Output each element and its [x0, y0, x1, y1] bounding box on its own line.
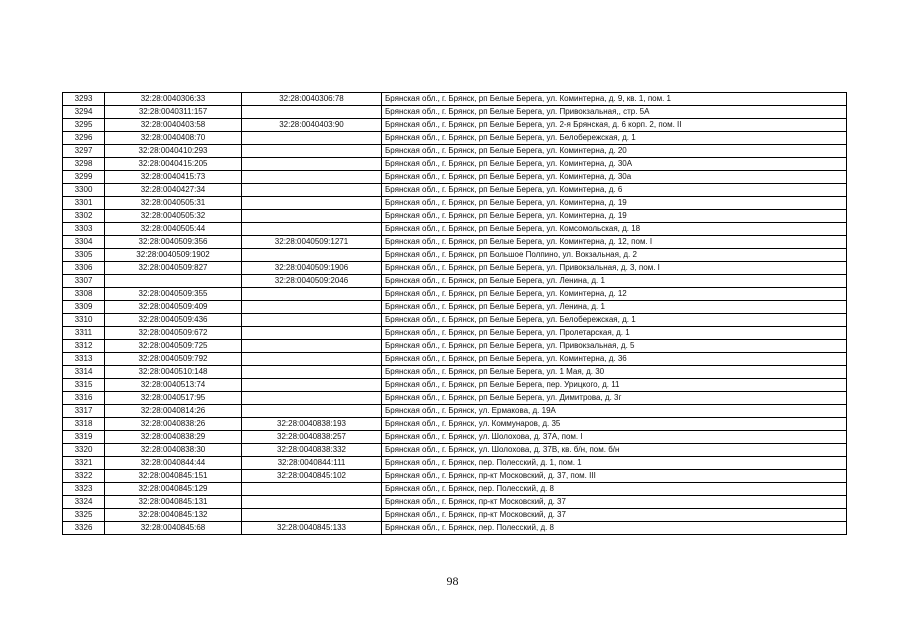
row-number-cell: 3311: [63, 327, 105, 340]
building-cadastral-number-cell: [242, 379, 382, 392]
building-cadastral-number-cell: [242, 405, 382, 418]
row-number-cell: 3295: [63, 119, 105, 132]
address-cell: Брянская обл., г. Брянск, пр-кт Московский, д. 37, пом. III: [382, 470, 847, 483]
building-cadastral-number-cell: [242, 145, 382, 158]
row-number-cell: 3305: [63, 249, 105, 262]
row-number-cell: 3293: [63, 93, 105, 106]
row-number-cell: 3302: [63, 210, 105, 223]
row-number-cell: 3316: [63, 392, 105, 405]
table-row: [63, 288, 847, 301]
table-row: [63, 210, 847, 223]
row-number-cell: 3326: [63, 522, 105, 535]
address-cell: Брянская обл., г. Брянск, рп Белые Берега, ул. Коминтерна, д. 36: [382, 353, 847, 366]
table-row: [63, 457, 847, 470]
cadastral-number-cell: 32:28:0040509:436: [105, 314, 242, 327]
table-row: [63, 158, 847, 171]
table-row: [63, 119, 847, 132]
address-cell: Брянская обл., г. Брянск, рп Большое Полпино, ул. Вокзальная, д. 2: [382, 249, 847, 262]
building-cadastral-number-cell: [242, 197, 382, 210]
building-cadastral-number-cell: [242, 184, 382, 197]
building-cadastral-number-cell: [242, 483, 382, 496]
building-cadastral-number-cell: [242, 509, 382, 522]
table-row: [63, 275, 847, 288]
cadastral-number-cell: 32:28:0040509:356: [105, 236, 242, 249]
row-number-cell: 3310: [63, 314, 105, 327]
row-number-cell: 3312: [63, 340, 105, 353]
cadastral-number-cell: 32:28:0040505:32: [105, 210, 242, 223]
building-cadastral-number-cell: 32:28:0040509:1271: [242, 236, 382, 249]
row-number-cell: 3307: [63, 275, 105, 288]
building-cadastral-number-cell: 32:28:0040845:133: [242, 522, 382, 535]
building-cadastral-number-cell: [242, 314, 382, 327]
table-row: [63, 197, 847, 210]
table-row: [63, 366, 847, 379]
building-cadastral-number-cell: [242, 496, 382, 509]
building-cadastral-number-cell: 32:28:0040838:193: [242, 418, 382, 431]
cadastral-number-cell: 32:28:0040505:44: [105, 223, 242, 236]
building-cadastral-number-cell: [242, 249, 382, 262]
building-cadastral-number-cell: [242, 288, 382, 301]
building-cadastral-number-cell: [242, 301, 382, 314]
cadastral-number-cell: 32:28:0040408:70: [105, 132, 242, 145]
address-cell: Брянская обл., г. Брянск, ул. Шолохова, д. 37А, пом. I: [382, 431, 847, 444]
cadastral-number-cell: 32:28:0040505:31: [105, 197, 242, 210]
address-cell: Брянская обл., г. Брянск, рп Белые Берега, ул. Коминтерна, д. 9, кв. 1, пом. 1: [382, 93, 847, 106]
building-cadastral-number-cell: 32:28:0040844:111: [242, 457, 382, 470]
table-row: [63, 236, 847, 249]
table-body: [63, 93, 847, 535]
row-number-cell: 3321: [63, 457, 105, 470]
address-cell: Брянская обл., г. Брянск, рп Белые Берега, ул. Привокзальная, д. 3, пом. I: [382, 262, 847, 275]
cadastral-number-cell: 32:28:0040427:34: [105, 184, 242, 197]
table-row: [63, 444, 847, 457]
table-row: [63, 470, 847, 483]
building-cadastral-number-cell: [242, 171, 382, 184]
table-row: [63, 249, 847, 262]
cadastral-number-cell: 32:28:0040415:73: [105, 171, 242, 184]
row-number-cell: 3322: [63, 470, 105, 483]
address-cell: Брянская обл., г. Брянск, рп Белые Берега, ул. Коминтерна, д. 19: [382, 197, 847, 210]
building-cadastral-number-cell: [242, 340, 382, 353]
table-row: [63, 262, 847, 275]
address-cell: Брянская обл., г. Брянск, рп Белые Берега, ул. Димитрова, д. 3г: [382, 392, 847, 405]
table-row: [63, 223, 847, 236]
address-cell: Брянская обл., г. Брянск, рп Белые Берега, ул. 1 Мая, д. 30: [382, 366, 847, 379]
row-number-cell: 3319: [63, 431, 105, 444]
table-row: [63, 93, 847, 106]
building-cadastral-number-cell: [242, 210, 382, 223]
building-cadastral-number-cell: 32:28:0040845:102: [242, 470, 382, 483]
address-cell: Брянская обл., г. Брянск, рп Белые Берега, ул. Коминтерна, д. 30а: [382, 171, 847, 184]
address-cell: Брянская обл., г. Брянск, ул. Шолохова, д. 37В, кв. б/н, пом. б/н: [382, 444, 847, 457]
building-cadastral-number-cell: 32:28:0040509:1906: [242, 262, 382, 275]
table-row: [63, 145, 847, 158]
address-cell: Брянская обл., г. Брянск, рп Белые Берега, ул. Коминтерна, д. 12: [382, 288, 847, 301]
cadastral-number-cell: 32:28:0040306:33: [105, 93, 242, 106]
building-cadastral-number-cell: [242, 106, 382, 119]
cadastral-number-cell: 32:28:0040838:26: [105, 418, 242, 431]
table-row: [63, 392, 847, 405]
address-cell: Брянская обл., г. Брянск, рп Белые Берега, пер. Урицкого, д. 11: [382, 379, 847, 392]
cadastral-number-cell: 32:28:0040509:355: [105, 288, 242, 301]
cadastral-number-cell: 32:28:0040403:58: [105, 119, 242, 132]
table-row: [63, 483, 847, 496]
address-cell: Брянская обл., г. Брянск, ул. Коммунаров, д. 35: [382, 418, 847, 431]
row-number-cell: 3304: [63, 236, 105, 249]
cadastral-number-cell: [105, 275, 242, 288]
building-cadastral-number-cell: 32:28:0040403:90: [242, 119, 382, 132]
building-cadastral-number-cell: 32:28:0040306:78: [242, 93, 382, 106]
page-number: 98: [446, 574, 459, 588]
building-cadastral-number-cell: [242, 158, 382, 171]
address-cell: Брянская обл., г. Брянск, рп Белые Берега, ул. Белобережская, д. 1: [382, 132, 847, 145]
address-cell: Брянская обл., г. Брянск, рп Белые Берега, ул. Коминтерна, д. 19: [382, 210, 847, 223]
cadastral-number-cell: 32:28:0040845:68: [105, 522, 242, 535]
row-number-cell: 3301: [63, 197, 105, 210]
cadastral-number-cell: 32:28:0040845:129: [105, 483, 242, 496]
table-row: [63, 171, 847, 184]
table-row: [63, 184, 847, 197]
row-number-cell: 3314: [63, 366, 105, 379]
address-cell: Брянская обл., г. Брянск, пер. Полесский, д. 8: [382, 483, 847, 496]
address-cell: Брянская обл., г. Брянск, рп Белые Берега, ул. Привокзальная, д. 5: [382, 340, 847, 353]
row-number-cell: 3309: [63, 301, 105, 314]
address-cell: Брянская обл., г. Брянск, рп Белые Берега, ул. Пролетарская, д. 1: [382, 327, 847, 340]
row-number-cell: 3294: [63, 106, 105, 119]
building-cadastral-number-cell: [242, 366, 382, 379]
row-number-cell: 3296: [63, 132, 105, 145]
table-row: [63, 522, 847, 535]
cadastral-number-cell: 32:28:0040509:725: [105, 340, 242, 353]
table-row: [63, 132, 847, 145]
address-cell: Брянская обл., г. Брянск, рп Белые Берега, ул. 2-я Брянская, д. 6 корп. 2, пом. II: [382, 119, 847, 132]
cadastral-number-cell: 32:28:0040510:148: [105, 366, 242, 379]
table-row: [63, 353, 847, 366]
table-row: [63, 106, 847, 119]
cadastral-number-cell: 32:28:0040845:131: [105, 496, 242, 509]
row-number-cell: 3318: [63, 418, 105, 431]
cadastral-number-cell: 32:28:0040844:44: [105, 457, 242, 470]
building-cadastral-number-cell: [242, 132, 382, 145]
address-cell: Брянская обл., г. Брянск, рп Белые Берега, ул. Комсомольская, д. 18: [382, 223, 847, 236]
table-row: [63, 314, 847, 327]
row-number-cell: 3317: [63, 405, 105, 418]
row-number-cell: 3313: [63, 353, 105, 366]
row-number-cell: 3300: [63, 184, 105, 197]
table-row: [63, 431, 847, 444]
table-row: [63, 509, 847, 522]
address-cell: Брянская обл., г. Брянск, рп Белые Берега, ул. Ленина, д. 1: [382, 275, 847, 288]
building-cadastral-number-cell: [242, 392, 382, 405]
row-number-cell: 3323: [63, 483, 105, 496]
row-number-cell: 3315: [63, 379, 105, 392]
cadastral-number-cell: 32:28:0040509:1902: [105, 249, 242, 262]
cadastral-number-cell: 32:28:0040513:74: [105, 379, 242, 392]
table-row: [63, 379, 847, 392]
building-cadastral-number-cell: [242, 327, 382, 340]
building-cadastral-number-cell: [242, 223, 382, 236]
address-cell: Брянская обл., г. Брянск, ул. Ермакова, д. 19А: [382, 405, 847, 418]
table-row: [63, 418, 847, 431]
cadastral-number-cell: 32:28:0040845:151: [105, 470, 242, 483]
building-cadastral-number-cell: 32:28:0040838:332: [242, 444, 382, 457]
table-row: [63, 301, 847, 314]
table-row: [63, 340, 847, 353]
cadastral-number-cell: 32:28:0040311:157: [105, 106, 242, 119]
table-row: [63, 496, 847, 509]
row-number-cell: 3298: [63, 158, 105, 171]
building-cadastral-number-cell: [242, 353, 382, 366]
cadastral-number-cell: 32:28:0040814:26: [105, 405, 242, 418]
row-number-cell: 3306: [63, 262, 105, 275]
cadastral-number-cell: 32:28:0040845:132: [105, 509, 242, 522]
address-cell: Брянская обл., г. Брянск, рп Белые Берега, ул. Коминтерна, д. 6: [382, 184, 847, 197]
address-cell: Брянская обл., г. Брянск, пр-кт Московский, д. 37: [382, 496, 847, 509]
address-cell: Брянская обл., г. Брянск, рп Белые Берега, ул. Белобережская, д. 1: [382, 314, 847, 327]
row-number-cell: 3297: [63, 145, 105, 158]
address-cell: Брянская обл., г. Брянск, рп Белые Берега, ул. Коминтерна, д. 30А: [382, 158, 847, 171]
cadastral-number-cell: 32:28:0040509:792: [105, 353, 242, 366]
row-number-cell: 3320: [63, 444, 105, 457]
cadastral-number-cell: 32:28:0040517:95: [105, 392, 242, 405]
address-cell: Брянская обл., г. Брянск, рп Белые Берега, ул. Коминтерна, д. 12, пом. I: [382, 236, 847, 249]
address-cell: Брянская обл., г. Брянск, рп Белые Берега, ул. Ленина, д. 1: [382, 301, 847, 314]
row-number-cell: 3324: [63, 496, 105, 509]
address-cell: Брянская обл., г. Брянск, пер. Полесский, д. 1, пом. 1: [382, 457, 847, 470]
row-number-cell: 3303: [63, 223, 105, 236]
row-number-cell: 3325: [63, 509, 105, 522]
cadastral-number-cell: 32:28:0040509:409: [105, 301, 242, 314]
address-cell: Брянская обл., г. Брянск, пер. Полесский, д. 8: [382, 522, 847, 535]
row-number-cell: 3308: [63, 288, 105, 301]
building-cadastral-number-cell: 32:28:0040509:2046: [242, 275, 382, 288]
table-row: [63, 327, 847, 340]
property-register-table: [62, 92, 847, 535]
cadastral-number-cell: 32:28:0040838:30: [105, 444, 242, 457]
cadastral-number-cell: 32:28:0040509:827: [105, 262, 242, 275]
building-cadastral-number-cell: 32:28:0040838:257: [242, 431, 382, 444]
cadastral-number-cell: 32:28:0040415:205: [105, 158, 242, 171]
address-cell: Брянская обл., г. Брянск, рп Белые Берега, ул. Коминтерна, д. 20: [382, 145, 847, 158]
cadastral-number-cell: 32:28:0040410:293: [105, 145, 242, 158]
cadastral-number-cell: 32:28:0040509:672: [105, 327, 242, 340]
row-number-cell: 3299: [63, 171, 105, 184]
address-cell: Брянская обл., г. Брянск, рп Белые Берега, ул. Привокзальная,, стр. 5А: [382, 106, 847, 119]
address-cell: Брянская обл., г. Брянск, пр-кт Московский, д. 37: [382, 509, 847, 522]
table-row: [63, 405, 847, 418]
cadastral-number-cell: 32:28:0040838:29: [105, 431, 242, 444]
